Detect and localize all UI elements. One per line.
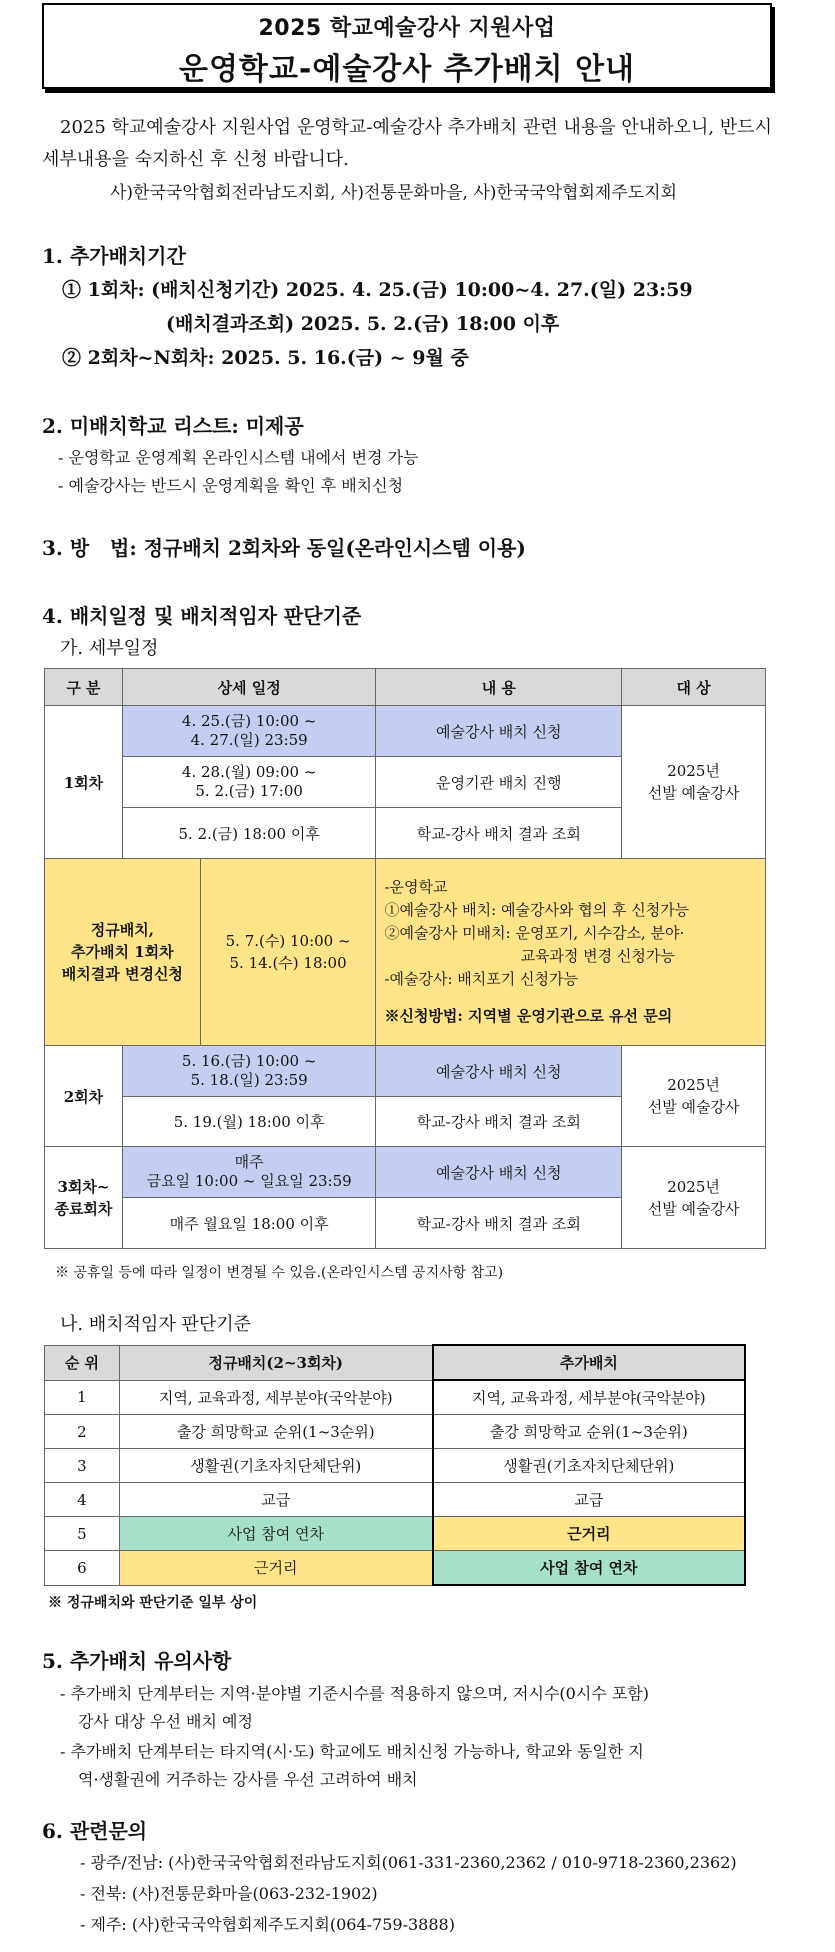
page-title: 운영학교-예술강사 추가배치 안내 [178,52,636,87]
round2-period: ② 2회차~N회차: 2025. 5. 16.(금) ~ 9월 중 [62,347,469,369]
round1-label: 1회차 [45,706,123,859]
contact-jeju: - 제주: (사)한국국악협회제주도지회(064-759-3888) [80,1915,455,1934]
schedule-note: ※ 공휴일 등에 따라 일정이 변경될 수 있음.(온라인시스템 공지사항 참고) [55,1265,504,1281]
change-request-date: 5. 7.(수) 10:00 ~ 5. 14.(수) 18:00 [200,859,376,1046]
crit-regular-1: 지역, 교육과정, 세부분야(국악분야) [119,1380,432,1415]
round2-label: 2회차 [45,1046,123,1147]
change-line-3: ②예술강사 미배치: 운영포기, 시수감소, 분야· [384,924,685,942]
round1-date-3: 5. 2.(금) 18:00 이후 [122,808,376,859]
round1-period: ① 1회차: (배치신청기간) 2025. 4. 25.(금) 10:00~4. 27.(일) 23:59 [62,279,693,301]
section5-bullet2-b: 역·생활권에 거주하는 강사를 우선 고려하여 배치 [78,1770,418,1789]
round2-date-2: 5. 19.(월) 18:00 이후 [122,1097,376,1147]
round1-content-3: 학교-강사 배치 결과 조회 [376,808,622,859]
round3-content-2: 학교-강사 배치 결과 조회 [376,1198,622,1249]
change-line-5: -예술강사: 배치포기 신청가능 [384,970,578,988]
intro-orgs: 사)한국국악협회전라남도지회, 사)전통문화마을, 사)한국국악협회제주도지회 [110,183,678,203]
change-line-1: -운영학교 [384,878,448,896]
round1-date-1: 4. 25.(금) 10:00 ~ 4. 27.(일) 23:59 [122,706,376,757]
section5-bullet1-a: - 추가배치 단계부터는 지역·분야별 기준시수를 적용하지 않으며, 저시수(0시수 포함) [60,1684,649,1703]
crit-additional-5: 근거리 [433,1517,745,1551]
round1-content-2: 운영기관 배치 진행 [376,757,622,808]
section2-bullet-1: - 운영학교 운영계획 온라인시스템 내에서 변경 가능 [58,448,419,467]
round2-target: 2025년 선발 예술강사 [622,1046,766,1147]
crit-header-additional: 추가배치 [433,1345,745,1380]
round1-date-2: 4. 28.(월) 09:00 ~ 5. 2.(금) 17:00 [122,757,376,808]
round1-result: (배치결과조회) 2025. 5. 2.(금) 18:00 이후 [166,313,560,335]
round1-target: 2025년 선발 예술강사 [622,706,766,859]
crit-regular-4: 교급 [119,1483,432,1517]
crit-regular-3: 생활권(기초자치단체단위) [119,1449,432,1483]
intro-text: 2025 학교예술강사 지원사업 운영학교-예술강사 추가배치 관련 내용을 안내하오니, 반드시 세부내용을 숙지하신 후 신청 바랍니다. [42,117,772,170]
section6-title: 6. 관련문의 [42,1819,148,1843]
crit-regular-5: 사업 참여 연차 [119,1517,432,1551]
title-box [42,3,772,89]
change-request-label: 정규배치, 추가배치 1회차 배치결과 변경신청 [45,859,201,1046]
round3-content-1: 예술강사 배치 신청 [376,1147,622,1198]
crit-rank-4: 4 [45,1483,120,1517]
title-line1: 2025 학교예술강사 지원사업 [258,16,556,41]
crit-additional-3: 생활권(기초자치단체단위) [433,1449,745,1483]
contact-gwangju: - 광주/전남: (사)한국국악협회전라남도지회(061-331-2360,2362 / 010-9718-2360,2362) [80,1853,737,1872]
round2-content-1: 예술강사 배치 신청 [376,1046,622,1097]
sched-header-date: 상세 일정 [122,669,376,706]
crit-rank-3: 3 [45,1449,120,1483]
round2-content-2: 학교-강사 배치 결과 조회 [376,1097,622,1147]
change-method: ※신청방법: 지역별 운영기관으로 유선 문의 [384,1007,673,1025]
crit-rank-1: 1 [45,1380,120,1415]
crit-header-rank: 순 위 [45,1345,120,1380]
sub-a-title: 가. 세부일정 [60,638,159,659]
section2-bullet-2: - 예술강사는 반드시 운영계획을 확인 후 배치신청 [58,476,404,495]
section4-title: 4. 배치일정 및 배치적임자 판단기준 [42,604,362,628]
criteria-note: ※ 정규배치와 판단기준 일부 상이 [48,1595,258,1611]
sched-header-target: 대 상 [622,669,766,706]
crit-additional-1: 지역, 교육과정, 세부분야(국악분야) [433,1380,745,1415]
sub-b-title: 나. 배치적임자 판단기준 [60,1314,252,1335]
round3-date-2: 매주 월요일 18:00 이후 [122,1198,376,1249]
crit-additional-6: 사업 참여 연차 [433,1551,745,1586]
section1-title: 1. 추가배치기간 [42,244,186,268]
round3-label: 3회차~ 종료회차 [45,1147,123,1249]
crit-additional-2: 출강 희망학교 순위(1~3순위) [433,1415,745,1449]
crit-rank-5: 5 [45,1517,120,1551]
round3-target: 2025년 선발 예술강사 [622,1147,766,1249]
sched-header-category: 구 분 [45,669,123,706]
contact-jeonbuk: - 전북: (사)전통문화마을(063-232-1902) [80,1884,378,1903]
section2-title: 2. 미배치학교 리스트: 미제공 [42,414,304,438]
crit-additional-4: 교급 [433,1483,745,1517]
criteria-table [44,1344,746,1586]
crit-regular-6: 근거리 [119,1551,432,1586]
round3-date-1: 매주 금요일 10:00 ~ 일요일 23:59 [122,1147,376,1198]
crit-regular-2: 출강 희망학교 순위(1~3순위) [119,1415,432,1449]
section5-bullet1-b: 강사 대상 우선 배치 예정 [78,1712,253,1731]
crit-header-regular: 정규배치(2~3회차) [119,1345,432,1380]
change-request-details [376,859,766,1046]
round1-content-1: 예술강사 배치 신청 [376,706,622,757]
section5-bullet2-a: - 추가배치 단계부터는 타지역(시·도) 학교에도 배치신청 가능하나, 학교와 동일한 지 [60,1742,644,1761]
crit-rank-2: 2 [45,1415,120,1449]
sched-header-content: 내 용 [376,669,622,706]
schedule-table [44,668,766,1249]
round2-date-1: 5. 16.(금) 10:00 ~ 5. 18.(일) 23:59 [122,1046,376,1097]
crit-rank-6: 6 [45,1551,120,1586]
change-line-2: ①예술강사 배치: 예술강사와 협의 후 신청가능 [384,901,690,919]
section5-title: 5. 추가배치 유의사항 [42,1649,232,1673]
change-line-4: 교육과정 변경 신청가능 [520,947,675,965]
section3-title: 3. 방 법: 정규배치 2회차와 동일(온라인시스템 이용) [42,536,526,560]
